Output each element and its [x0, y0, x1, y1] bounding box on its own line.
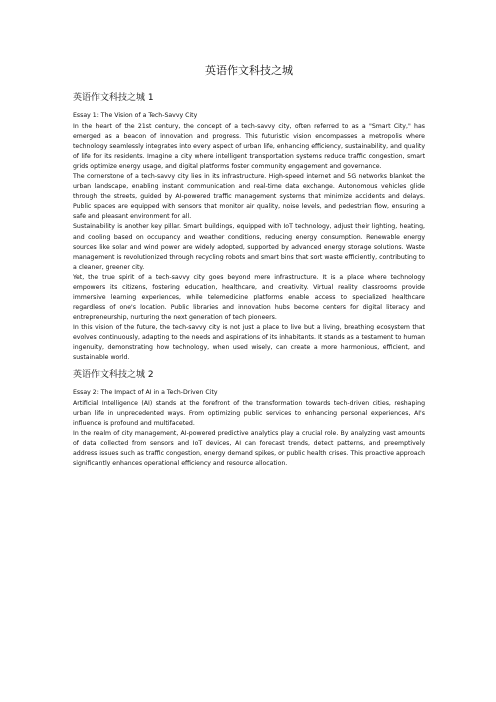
section-heading: 英语作文科技之城 2 [73, 370, 154, 381]
section-heading: 英语作文科技之城 1 [73, 93, 154, 103]
essay-title: Essay 1: The Vision of a Tech-Savvy City [73, 112, 198, 119]
paragraph: Yet, the true spirit of a tech-savvy city goes beyond mere infrastructure. It is a place where technology empowers its citizens, fostering education, healthcare, and creativity. Virtual reality classrooms provide immersive learning experiences, while telemedicine platforms enable access to specialized healthcare regardless of one's location. Public libraries and innovation hubs become centers for digital literacy and entrepreneurship, nurturing the next generation of tech pioneers. [73, 273, 425, 321]
paragraph: Artificial Intelligence (AI) stands at the forefront of the transformation towards tech-driven cities, reshaping urban life in unprecedented ways. From optimizing public services to enhancing personal experiences, AI's influence is profound and multifaceted. [73, 400, 425, 428]
paragraph: In this vision of the future, the tech-savvy city is not just a place to live but a living, breathing ecosystem that evolves continuously, adapting to the needs and aspirations of its inhabitants. It stands as a testament to human ingenuity, demonstrating how technology, when used wisely, can create a more harmonious, efficient, and sustainable world. [73, 323, 425, 362]
paragraph: The cornerstone of a tech-savvy city lies in its infrastructure. High-speed internet and 5G networks blanket the urban landscape, enabling instant communication and real-time data exchange. Autonomous vehicles glide through the streets, guided by AI-powered traffic management systems that minimize accidents and delays. Public spaces are equipped with sensors that monitor air quality, noise levels, and pedestrian flow, ensuring a safe and pleasant environment for all. [73, 173, 425, 221]
section-2 [73, 369, 425, 469]
document-page [73, 64, 425, 469]
section-1 [73, 92, 425, 363]
paragraph: Sustainability is another key pillar. Smart buildings, equipped with IoT technology, adjust their lighting, heating, and cooling based on occupancy and weather conditions, reducing energy consumption. Renewable energy sources like solar and wind power are widely adopted, supported by advanced energy storage solutions. Waste management is revolutionized through recycling robots and smart bins that sort waste efficiently, contributing to a cleaner, greener city. [73, 223, 425, 271]
paragraph: In the heart of the 21st century, the concept of a tech-savvy city, often referred to as a "Smart City," has emerged as a beacon of innovation and progress. This futuristic vision encompasses a metropolis where technology seamlessly integrates into every aspect of urban life, enhancing efficiency, sustainability, and quality of life for its residents. Imagine a city where intelligent transportation systems reduce traffic congestion, smart grids optimize energy usage, and digital platforms foster community engagement and governance. [73, 123, 425, 171]
paragraph: In the realm of city management, AI-powered predictive analytics play a crucial role. By analyzing vast amounts of data collected from sensors and IoT devices, AI can forecast trends, detect patterns, and preemptively address issues such as traffic congestion, energy demand spikes, or public health crises. This proactive approach significantly enhances operational efficiency and resource allocation. [73, 430, 425, 468]
essay-title: Essay 2: The Impact of AI in a Tech-Driven City [73, 389, 218, 397]
document-title: 英语作文科技之城 [205, 64, 293, 77]
